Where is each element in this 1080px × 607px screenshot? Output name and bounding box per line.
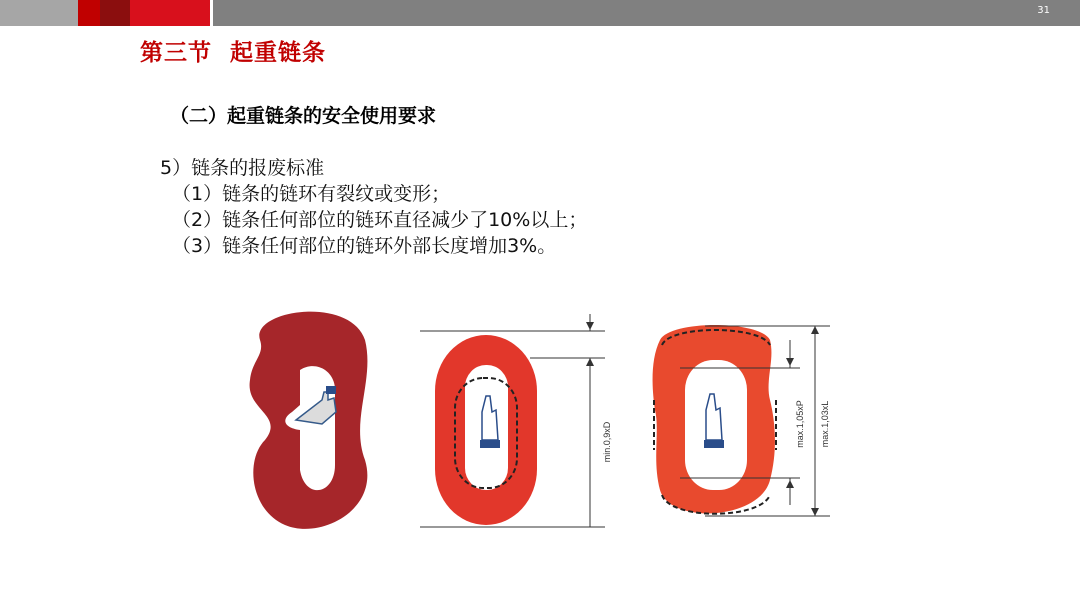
list-item: （1）链条的链环有裂纹或变形； <box>172 183 451 205</box>
subheading: （二）起重链条的安全使用要求 <box>170 105 437 127</box>
criteria-list <box>160 155 587 259</box>
list-heading: 5）链条的报废标准 <box>160 157 325 179</box>
banner-bar-grey <box>213 0 1080 26</box>
top-banner <box>0 0 1080 26</box>
banner-block-grey <box>0 0 78 26</box>
cracked-link <box>250 312 368 529</box>
list-item: （3）链条任何部位的链环外部长度增加3%。 <box>172 235 557 257</box>
dimension-label: max.1,05xP <box>795 400 805 448</box>
stretched-link <box>653 325 830 516</box>
chain-links-figure <box>230 300 850 550</box>
section-title: 第三节 起重链条 <box>140 40 327 66</box>
page-number: 31 <box>1037 5 1050 16</box>
banner-block-red-2 <box>130 0 210 26</box>
dimension-label: max.1,03xL <box>820 400 830 448</box>
worn-link <box>420 314 612 527</box>
dimension-label: min.0,9xD <box>602 421 612 463</box>
banner-block-darkred <box>100 0 130 26</box>
banner-block-red <box>78 0 100 26</box>
list-item: （2）链条任何部位的链环直径减少了10%以上； <box>172 209 588 231</box>
